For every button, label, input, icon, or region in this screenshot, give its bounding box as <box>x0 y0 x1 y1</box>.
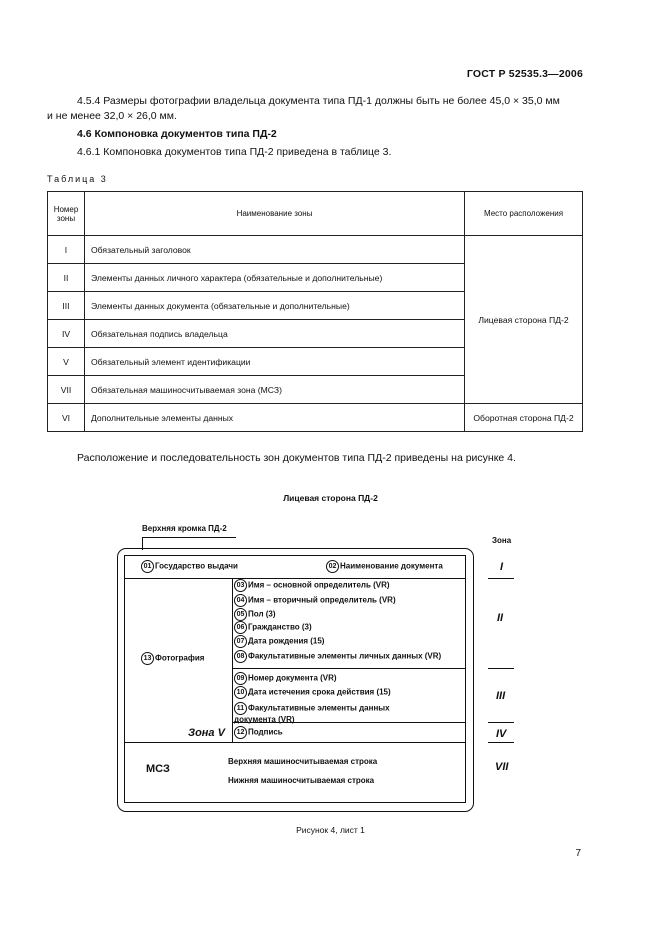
row-number: VI <box>48 404 85 432</box>
zone-tick <box>488 742 514 743</box>
mrz-bottom-line: Нижняя машиносчитываемая строка <box>228 776 375 785</box>
personal-data-item: 05 Пол (3) <box>234 608 276 621</box>
personal-data-item: 04 Имя – вторичный определитель (VR) <box>234 594 396 607</box>
standard-number: ГОСТ Р 52535.3—2006 <box>466 68 583 80</box>
zone-iii-label: III <box>496 690 506 702</box>
zone-ii-separator <box>232 668 466 669</box>
zone-iv-separator <box>124 742 466 743</box>
figure-title: Лицевая сторона ПД-2 <box>283 493 378 503</box>
zone-i-label: I <box>500 561 504 573</box>
section-4-6-heading: 4.6 Компоновка документов типа ПД-2 <box>77 128 277 140</box>
zone-tick <box>488 722 514 723</box>
row-number: II <box>48 264 85 292</box>
personal-data-item: 08 Факультативные элементы личных данных (VR) <box>234 650 441 663</box>
row-name: Элементы данных документа (обязательные и дополнительные) <box>85 292 465 320</box>
mrz-label: МСЗ <box>146 763 170 775</box>
document-data-item: 09 Номер документа (VR) <box>234 672 337 685</box>
table-header-row <box>48 192 583 236</box>
table-caption: Таблица 3 <box>47 174 108 184</box>
paragraph-layout: Расположение и последовательность зон документов типа ПД-2 приведены на рисунке 4. <box>77 452 516 464</box>
state-of-issue: 01 Государство выдачи <box>141 560 238 573</box>
top-edge-label: Верхняя кромка ПД-2 <box>142 524 227 533</box>
paragraph-4-5-4-line2: и не менее 32,0 × 26,0 мм. <box>47 110 177 122</box>
top-edge-underline <box>142 537 236 538</box>
personal-data-item: 07 Дата рождения (15) <box>234 635 324 648</box>
paragraph-4-6-1: 4.6.1 Компоновка документов типа ПД-2 приведена в таблице 3. <box>77 146 392 158</box>
row-number: I <box>48 236 85 264</box>
row-number: V <box>48 348 85 376</box>
document-data-item: 11 Факультативные элементы данных документа (VR) <box>234 703 390 724</box>
row-name: Обязательная подпись владельца <box>85 320 465 348</box>
zone-v-label: Зона V <box>188 727 225 739</box>
row-name: Обязательный заголовок <box>85 236 465 264</box>
zone-iv-label: IV <box>496 728 507 740</box>
personal-data-item: 06 Гражданство (3) <box>234 621 312 634</box>
row-number: VII <box>48 376 85 404</box>
header-location: Место расположения <box>465 192 583 236</box>
photo-field: 13 Фотография <box>141 652 204 665</box>
page-number: 7 <box>575 848 581 859</box>
row-number: III <box>48 292 85 320</box>
zone-tick <box>488 578 514 579</box>
zone-ii-label: II <box>497 612 504 624</box>
photo-column-divider <box>232 578 233 742</box>
signature-field: 12 Подпись <box>234 726 283 739</box>
table-row <box>48 236 583 264</box>
mrz-top-line: Верхняя машиносчитываемая строка <box>228 757 378 766</box>
table-row <box>48 404 583 432</box>
paragraph-4-5-4-line1: 4.5.4 Размеры фотографии владельца документа типа ПД-1 должны быть не более 45,0 × 35,0 мм <box>77 95 560 107</box>
zone-column-header: Зона <box>492 536 512 545</box>
document-data-item: 10 Дата истечения срока действия (15) <box>234 686 391 699</box>
zone-tick <box>488 668 514 669</box>
row-name: Обязательная машиносчитываемая зона (МСЗ) <box>85 376 465 404</box>
zone-vii-label: VII <box>495 761 509 773</box>
row-number: IV <box>48 320 85 348</box>
document-name: 02 Наименование документа <box>326 560 443 573</box>
front-location: Лицевая сторона ПД-2 <box>465 236 583 404</box>
figure-caption: Рисунок 4, лист 1 <box>296 825 365 835</box>
header-name: Наименование зоны <box>85 192 465 236</box>
personal-data-item: 03 Имя – основной определитель (VR) <box>234 579 390 592</box>
row-name: Обязательный элемент идентификации <box>85 348 465 376</box>
back-location: Оборотная сторона ПД-2 <box>465 404 583 432</box>
row-name: Элементы данных личного характера (обязательные и дополнительные) <box>85 264 465 292</box>
zones-table <box>47 191 583 432</box>
header-number: Номер зоны <box>48 192 85 236</box>
row-name: Дополнительные элементы данных <box>85 404 465 432</box>
